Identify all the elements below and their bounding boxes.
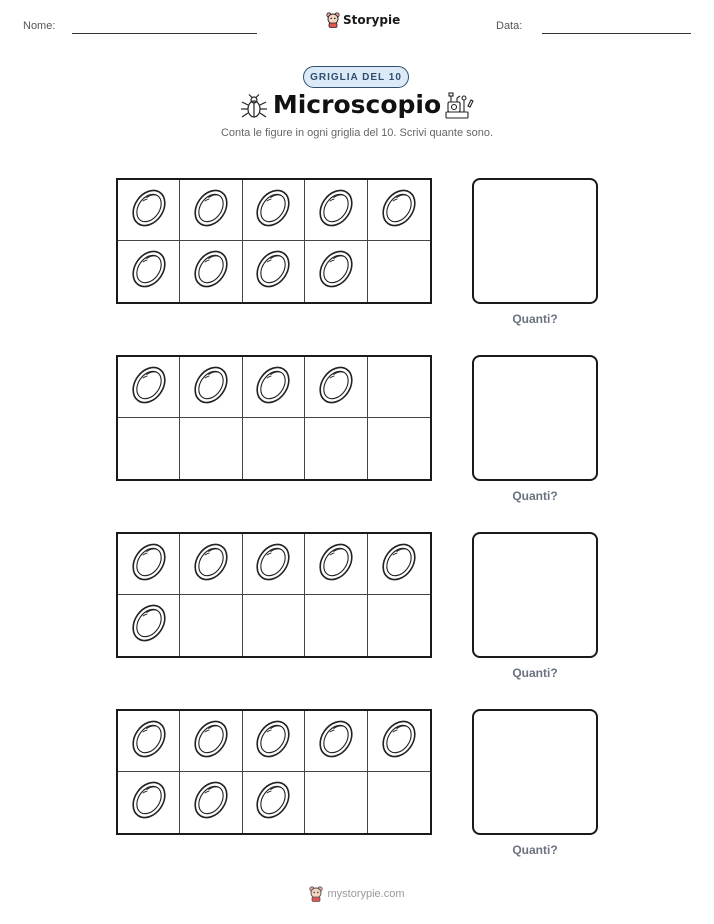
answer-box-1[interactable] bbox=[472, 178, 598, 304]
lens-icon bbox=[316, 185, 356, 236]
lens-icon bbox=[191, 539, 231, 590]
answer-box-3[interactable] bbox=[472, 532, 598, 658]
lens-icon bbox=[129, 539, 169, 590]
lens-icon bbox=[191, 362, 231, 413]
lens-icon bbox=[129, 777, 169, 828]
frame-cell bbox=[243, 534, 305, 595]
frame-cell bbox=[118, 772, 180, 833]
frame-cell bbox=[368, 772, 430, 833]
instructions: Conta le figure in ogni griglia del 10. Scrivi quante sono. bbox=[220, 127, 494, 139]
frame-cell bbox=[368, 241, 430, 302]
frame-cell bbox=[180, 711, 242, 772]
footer-url: mystorypie.com bbox=[327, 888, 405, 900]
frame-cell bbox=[118, 711, 180, 772]
frame-cell bbox=[118, 241, 180, 302]
answer-box-2[interactable] bbox=[472, 355, 598, 481]
date-label: Data: bbox=[496, 20, 523, 32]
ten-frame-2 bbox=[116, 355, 432, 481]
frame-cell bbox=[305, 357, 367, 418]
frame-cell bbox=[305, 711, 367, 772]
frame-cell bbox=[180, 595, 242, 656]
answer-label-2: Quanti? bbox=[512, 489, 558, 503]
lens-icon bbox=[129, 185, 169, 236]
bear-icon bbox=[326, 12, 340, 28]
lens-icon bbox=[316, 716, 356, 767]
worksheet-type-badge: GRIGLIA DEL 10 bbox=[303, 66, 409, 88]
ten-frame-1 bbox=[116, 178, 432, 304]
frame-cell bbox=[368, 180, 430, 241]
frame-cell bbox=[118, 534, 180, 595]
lens-icon bbox=[379, 716, 419, 767]
lens-icon bbox=[129, 600, 169, 651]
frame-cell bbox=[118, 595, 180, 656]
frame-cell bbox=[305, 418, 367, 479]
frame-cell bbox=[243, 772, 305, 833]
name-line[interactable] bbox=[72, 33, 257, 34]
frame-cell bbox=[118, 418, 180, 479]
answer-label-1: Quanti? bbox=[512, 312, 558, 326]
frame-cell bbox=[243, 418, 305, 479]
lens-icon bbox=[316, 246, 356, 297]
ten-frame-4 bbox=[116, 709, 432, 835]
frame-cell bbox=[243, 180, 305, 241]
frame-cell bbox=[243, 357, 305, 418]
bear-icon bbox=[309, 886, 323, 902]
lens-icon bbox=[191, 185, 231, 236]
frame-cell bbox=[305, 772, 367, 833]
frame-cell bbox=[180, 357, 242, 418]
lab-equipment-icon bbox=[444, 92, 474, 120]
frame-cell bbox=[305, 180, 367, 241]
name-label: Nome: bbox=[23, 20, 56, 32]
lens-icon bbox=[253, 777, 293, 828]
frame-cell bbox=[368, 711, 430, 772]
frame-cell bbox=[368, 418, 430, 479]
frame-cell bbox=[180, 241, 242, 302]
lens-icon bbox=[316, 362, 356, 413]
brand-name: Storypie bbox=[343, 13, 401, 27]
frame-cell bbox=[243, 711, 305, 772]
lens-icon bbox=[253, 246, 293, 297]
frame-cell bbox=[180, 418, 242, 479]
lens-icon bbox=[379, 539, 419, 590]
frame-cell bbox=[305, 595, 367, 656]
lens-icon bbox=[191, 777, 231, 828]
frame-cell bbox=[368, 595, 430, 656]
lens-icon bbox=[253, 716, 293, 767]
lens-icon bbox=[129, 246, 169, 297]
lens-icon bbox=[129, 716, 169, 767]
frame-cell bbox=[305, 534, 367, 595]
frame-cell bbox=[118, 180, 180, 241]
answer-box-4[interactable] bbox=[472, 709, 598, 835]
lens-icon bbox=[253, 539, 293, 590]
frame-cell bbox=[368, 357, 430, 418]
frame-cell bbox=[243, 595, 305, 656]
frame-cell bbox=[180, 180, 242, 241]
ten-frame-3 bbox=[116, 532, 432, 658]
page-title: Microscopio bbox=[272, 90, 442, 119]
frame-cell bbox=[305, 241, 367, 302]
lens-icon bbox=[379, 185, 419, 236]
frame-cell bbox=[368, 534, 430, 595]
frame-cell bbox=[243, 241, 305, 302]
lens-icon bbox=[316, 539, 356, 590]
answer-label-3: Quanti? bbox=[512, 666, 558, 680]
lens-icon bbox=[253, 185, 293, 236]
frame-cell bbox=[180, 772, 242, 833]
brand-logo bbox=[326, 12, 400, 28]
lens-icon bbox=[191, 246, 231, 297]
footer bbox=[0, 886, 714, 902]
frame-cell bbox=[180, 534, 242, 595]
answer-label-4: Quanti? bbox=[512, 843, 558, 857]
lens-icon bbox=[191, 716, 231, 767]
lens-icon bbox=[253, 362, 293, 413]
date-line[interactable] bbox=[542, 33, 691, 34]
frame-cell bbox=[118, 357, 180, 418]
lens-icon bbox=[129, 362, 169, 413]
